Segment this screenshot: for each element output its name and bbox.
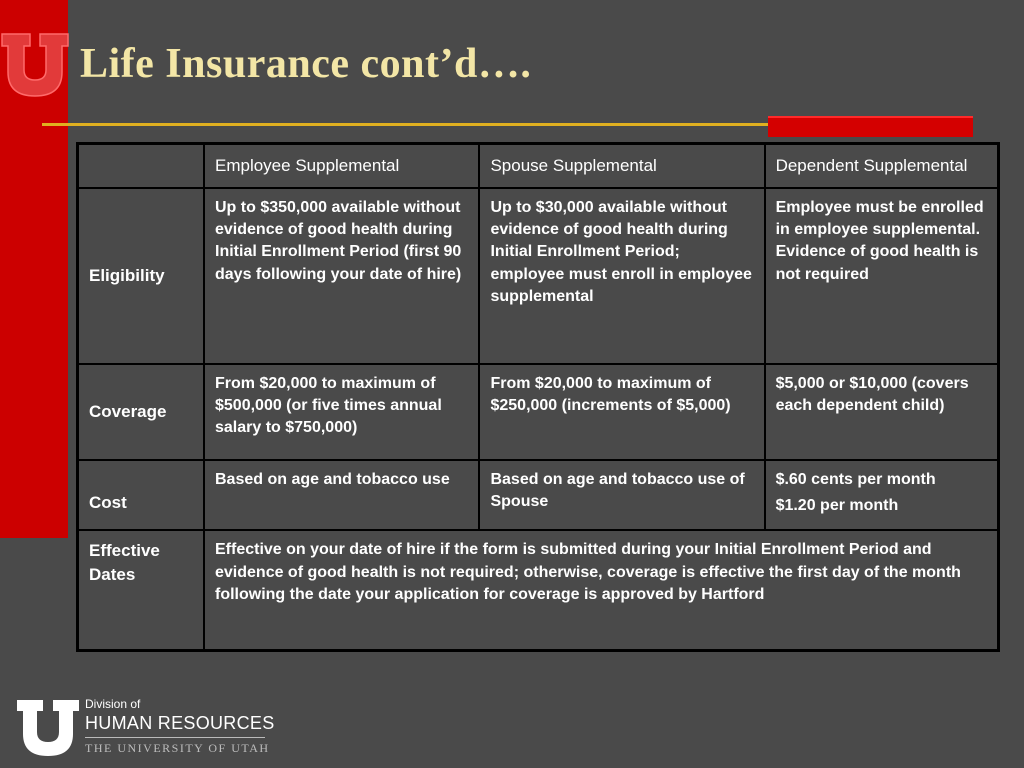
footer-university-u-logo-icon [16, 698, 80, 758]
row-label-eligibility: Eligibility [78, 188, 205, 364]
cost-dependent-cell [765, 460, 999, 531]
header-employee-supplemental: Employee Supplemental [204, 144, 479, 188]
table-row-coverage [78, 364, 999, 460]
eligibility-dependent-cell: Employee must be enrolled in employee supplemental. Evidence of good health is not required [765, 188, 999, 364]
row-label-cost: Cost [78, 460, 205, 531]
row-label-coverage: Coverage [78, 364, 205, 460]
red-accent-bar [768, 116, 973, 137]
cost-employee-cell: Based on age and tobacco use [204, 460, 479, 531]
header-empty-cell [78, 144, 205, 188]
life-insurance-table [76, 142, 1000, 652]
table-row-eligibility [78, 188, 999, 364]
coverage-spouse-cell: From $20,000 to maximum of $250,000 (increments of $5,000) [479, 364, 764, 460]
coverage-dependent-cell: $5,000 or $10,000 (covers each dependent child) [765, 364, 999, 460]
row-label-effective-dates: Effective Dates [78, 530, 205, 650]
footer-underline [85, 737, 265, 738]
cost-dependent-line-2: $1.20 per month [775, 496, 899, 514]
table-row-cost [78, 460, 999, 531]
cost-dependent-line-1: $.60 cents per month [775, 470, 936, 488]
slide-title: Life Insurance cont’d…. [80, 41, 532, 87]
header-spouse-supplemental: Spouse Supplemental [479, 144, 764, 188]
coverage-employee-cell: From $20,000 to maximum of $500,000 (or five times annual salary to $750,000) [204, 364, 479, 460]
footer-university: THE UNIVERSITY OF UTAH [85, 741, 270, 755]
university-u-logo-icon [0, 30, 70, 100]
cost-spouse-cell: Based on age and tobacco use of Spouse [479, 460, 764, 531]
footer-division-of: Division of [85, 697, 141, 711]
effective-dates-cell: Effective on your date of hire if the form is submitted during your Initial Enrollment Period and evidence of good health is not required; otherwise, coverage is effective the first day of the month following the date your application for coverage is approved by Hartford [204, 530, 999, 650]
eligibility-spouse-cell: Up to $30,000 available without evidence of good health during Initial Enrollment Period; employee must enroll in employee supplemental [479, 188, 764, 364]
footer-department: HUMAN RESOURCES [85, 713, 275, 733]
table-header-row [78, 144, 999, 188]
table-row-effective-dates [78, 530, 999, 650]
eligibility-employee-cell: Up to $350,000 available without evidence of good health during Initial Enrollment Period (first 90 days following your date of hire) [204, 188, 479, 364]
header-dependent-supplemental: Dependent Supplemental [765, 144, 999, 188]
